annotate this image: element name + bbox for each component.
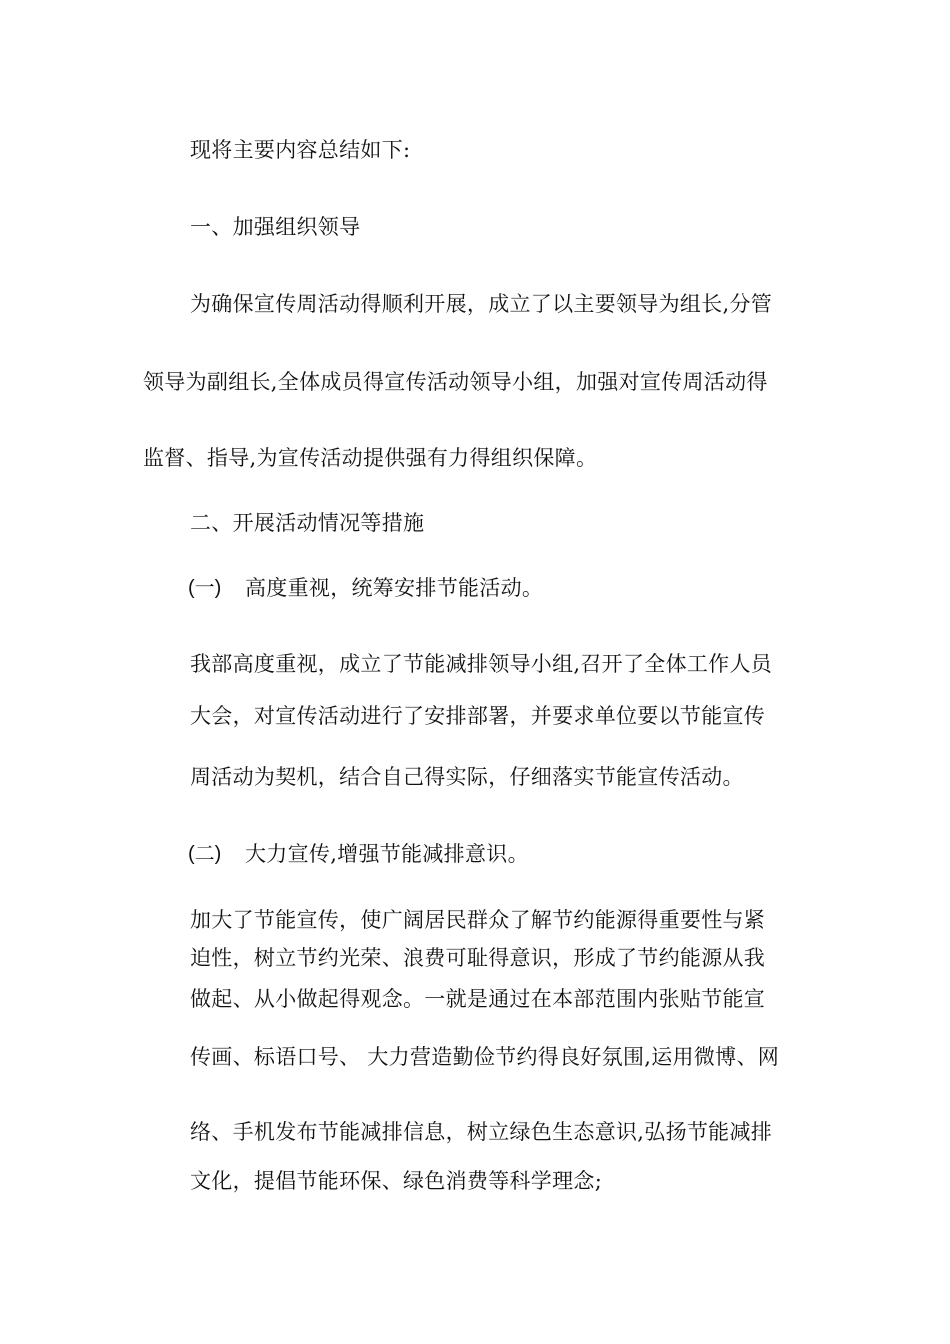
section-1-paragraph-line-2: 领导为副组长,全体成员得宣传活动领导小组，加强对宣传周活动得 <box>143 370 768 394</box>
sub-2-paragraph-line-5: 络、手机发布节能减排信息，树立绿色生态意识,弘扬节能减排 <box>190 1120 773 1144</box>
intro-line: 现将主要内容总结如下: <box>190 138 411 162</box>
section-2-heading: 二、开展活动情况等措施 <box>190 511 425 535</box>
sub-2-marker: (二) <box>188 843 222 865</box>
sub-2-paragraph-line-6: 文化，提倡节能环保、绿色消费等科学理念; <box>190 1169 603 1193</box>
sub-2-paragraph-line-2: 迫性，树立节约光荣、浪费可耻得意识，形成了节约能源从我 <box>190 946 766 970</box>
sub-1-marker: (一) <box>188 577 222 599</box>
sub-1-paragraph-line-3: 周活动为契机，结合自己得实际，仔细落实节能宣传活动。 <box>190 765 744 789</box>
sub-2-paragraph-line-3: 做起、从小做起得观念。一就是通过在本部范围内张贴节能宣 <box>190 987 766 1011</box>
section-1-heading: 一、加强组织领导 <box>190 215 361 239</box>
sub-1-title: 高度重视，统筹安排节能活动。 <box>245 576 544 600</box>
sub-2-paragraph-line-1: 加大了节能宣传，使广阔居民群众了解节约能源得重要性与紧 <box>190 908 766 932</box>
section-1-paragraph-line-3: 监督、指导,为宣传活动提供强有力得组织保障。 <box>143 446 598 470</box>
sub-2-paragraph-line-4: 传画、标语口号、 大力营造勤俭节约得良好氛围,运用微博、网 <box>190 1045 780 1069</box>
sub-1-paragraph-line-2: 大会，对宣传活动进行了安排部署，并要求单位要以节能宣传 <box>190 704 766 728</box>
section-1-paragraph-line-1: 为确保宣传周活动得顺利开展，成立了以主要领导为组长,分管 <box>190 292 773 316</box>
sub-2-title: 大力宣传,增强节能减排意识。 <box>245 842 529 866</box>
sub-1-paragraph-line-1: 我部高度重视，成立了节能减排领导小组,召开了全体工作人员 <box>190 652 773 676</box>
